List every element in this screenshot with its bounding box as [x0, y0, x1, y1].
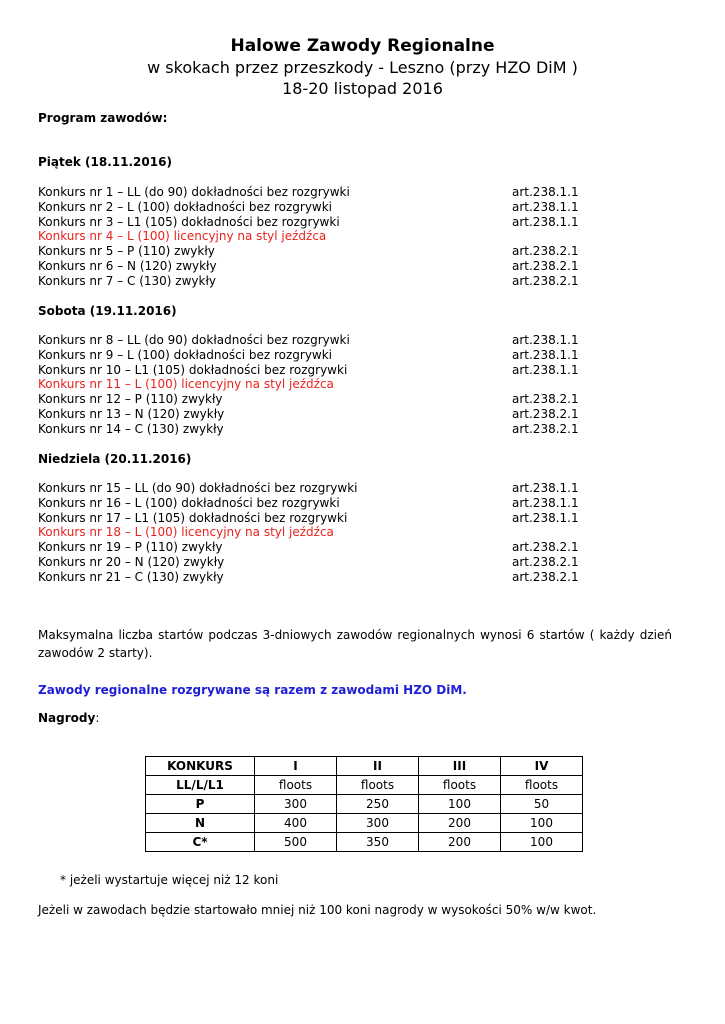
event-row	[38, 511, 598, 526]
prizes-header-cell: II	[337, 757, 419, 776]
prizes-header-cell: IV	[501, 757, 583, 776]
event-row	[38, 392, 598, 407]
event-row	[38, 274, 598, 289]
prizes-row	[146, 814, 583, 833]
event-name: Konkurs nr 11 – L (100) licencyjny na styl jeźdźca	[38, 377, 334, 392]
event-name: Konkurs nr 17 – L1 (105) dokładności bez rozgrywki	[38, 510, 348, 525]
prizes-colon: :	[95, 711, 100, 725]
day-heading-friday: Piątek (18.11.2016)	[38, 155, 172, 169]
event-name: Konkurs nr 21 – C (130) zwykły	[38, 569, 224, 584]
prizes-row	[146, 776, 583, 795]
prizes-header-row	[146, 757, 583, 776]
event-article: art.238.1.1	[512, 362, 579, 377]
event-name: Konkurs nr 3 – L1 (105) dokładności bez rozgrywki	[38, 214, 340, 229]
footnote: * jeżeli wystartuje więcej niż 12 koni	[60, 873, 279, 887]
prizes-cell: 300	[255, 795, 337, 814]
event-article: art.238.1.1	[512, 199, 579, 214]
prizes-heading	[38, 711, 99, 725]
event-name: Konkurs nr 12 – P (110) zwykły	[38, 392, 223, 407]
event-name: Konkurs nr 14 – C (130) zwykły	[38, 421, 224, 436]
prizes-header-cell: I	[255, 757, 337, 776]
event-row	[38, 555, 598, 570]
prizes-table	[145, 756, 583, 852]
event-name: Konkurs nr 1 – LL (do 90) dokładności bez rozgrywki	[38, 185, 350, 199]
program-label: Program zawodów:	[38, 111, 168, 125]
event-article: art.238.2.1	[512, 273, 579, 288]
event-name: Konkurs nr 13 – N (120) zwykły	[38, 406, 225, 421]
prizes-cell: 200	[419, 814, 501, 833]
event-row	[38, 244, 598, 259]
event-row	[38, 333, 598, 348]
event-row	[38, 407, 598, 422]
event-row	[38, 540, 598, 555]
prizes-row	[146, 795, 583, 814]
event-name: Konkurs nr 4 – L (100) licencyjny na styl jeźdźca	[38, 229, 327, 244]
event-article: art.238.2.1	[512, 392, 579, 407]
event-dates: 18-20 listopad 2016	[282, 79, 443, 98]
max-starts-note: Maksymalna liczba startów podczas 3-dniowych zawodów regionalnych wynosi 6 startów ( każdy dzień zawodów 2 starty).	[38, 628, 672, 660]
event-name: Konkurs nr 9 – L (100) dokładności bez rozgrywki	[38, 347, 333, 362]
event-name: Konkurs nr 19 – P (110) zwykły	[38, 540, 223, 555]
prizes-header-cell: KONKURS	[146, 757, 255, 776]
event-row	[38, 377, 598, 392]
event-name: Konkurs nr 5 – P (110) zwykły	[38, 244, 215, 259]
event-row	[38, 348, 598, 363]
prizes-cell: 250	[337, 795, 419, 814]
event-article: art.238.2.1	[512, 421, 579, 436]
event-name: Konkurs nr 8 – LL (do 90) dokładności bez rozgrywki	[38, 333, 350, 347]
event-row	[38, 200, 598, 215]
event-article: art.238.1.1	[512, 510, 579, 525]
prizes-cell: 50	[501, 795, 583, 814]
prizes-label: Nagrody	[38, 711, 96, 725]
event-row	[38, 422, 598, 437]
event-row	[38, 229, 598, 244]
document-title: Halowe Zawody Regionalne	[230, 36, 495, 56]
prizes-row	[146, 833, 583, 852]
prizes-cell: 100	[419, 795, 501, 814]
event-article: art.238.1.1	[512, 347, 579, 362]
prizes-cell: 100	[501, 833, 583, 852]
prizes-cell: floots	[419, 776, 501, 795]
event-row	[38, 570, 598, 585]
day-events-saturday	[38, 333, 598, 437]
event-article: art.238.1.1	[512, 214, 579, 229]
prizes-cell: 350	[337, 833, 419, 852]
event-article: art.238.2.1	[512, 540, 579, 555]
prizes-header-cell: III	[419, 757, 501, 776]
event-row	[38, 215, 598, 230]
prizes-cell: floots	[337, 776, 419, 795]
event-name: Konkurs nr 18 – L (100) licencyjny na styl jeźdźca	[38, 525, 334, 540]
event-name: Konkurs nr 2 – L (100) dokładności bez rozgrywki	[38, 199, 333, 214]
event-name: Konkurs nr 7 – C (130) zwykły	[38, 273, 216, 288]
combined-note: Zawody regionalne rozgrywane są razem z zawodami HZO DiM.	[38, 683, 467, 697]
event-article: art.238.1.1	[512, 333, 579, 347]
prizes-row-label: N	[146, 814, 255, 833]
event-article: art.238.2.1	[512, 554, 579, 569]
prizes-row-label: LL/L/L1	[146, 776, 255, 795]
event-article: art.238.1.1	[512, 481, 579, 495]
prizes-row-label: C*	[146, 833, 255, 852]
event-name: Konkurs nr 10 – L1 (105) dokładności bez rozgrywki	[38, 362, 348, 377]
prizes-cell: floots	[501, 776, 583, 795]
event-row	[38, 259, 598, 274]
day-heading-saturday: Sobota (19.11.2016)	[38, 304, 177, 318]
event-name: Konkurs nr 6 – N (120) zwykły	[38, 258, 217, 273]
event-row	[38, 525, 598, 540]
document-subtitle: w skokach przez przeszkody - Leszno (przy HZO DiM )	[147, 58, 578, 77]
event-row	[38, 363, 598, 378]
prizes-row-label: P	[146, 795, 255, 814]
day-events-sunday	[38, 481, 598, 585]
prizes-cell: 300	[337, 814, 419, 833]
prizes-cell: floots	[255, 776, 337, 795]
day-heading-sunday: Niedziela (20.11.2016)	[38, 452, 192, 466]
prizes-cell: 400	[255, 814, 337, 833]
prizes-cell: 200	[419, 833, 501, 852]
event-article: art.238.2.1	[512, 258, 579, 273]
event-name: Konkurs nr 20 – N (120) zwykły	[38, 554, 225, 569]
event-article: art.238.1.1	[512, 185, 579, 199]
event-name: Konkurs nr 15 – LL (do 90) dokładności bez rozgrywki	[38, 481, 358, 495]
event-row	[38, 481, 598, 496]
event-article: art.238.2.1	[512, 406, 579, 421]
prizes-cell: 100	[501, 814, 583, 833]
event-row	[38, 496, 598, 511]
day-events-friday	[38, 185, 598, 289]
event-article: art.238.2.1	[512, 569, 579, 584]
event-article: art.238.2.1	[512, 244, 579, 259]
final-note: Jeżeli w zawodach będzie startowało mniej niż 100 koni nagrody w wysokości 50% w/w kwot.	[38, 903, 597, 917]
prizes-cell: 500	[255, 833, 337, 852]
event-name: Konkurs nr 16 – L (100) dokładności bez rozgrywki	[38, 495, 340, 510]
event-article: art.238.1.1	[512, 495, 579, 510]
event-row	[38, 185, 598, 200]
